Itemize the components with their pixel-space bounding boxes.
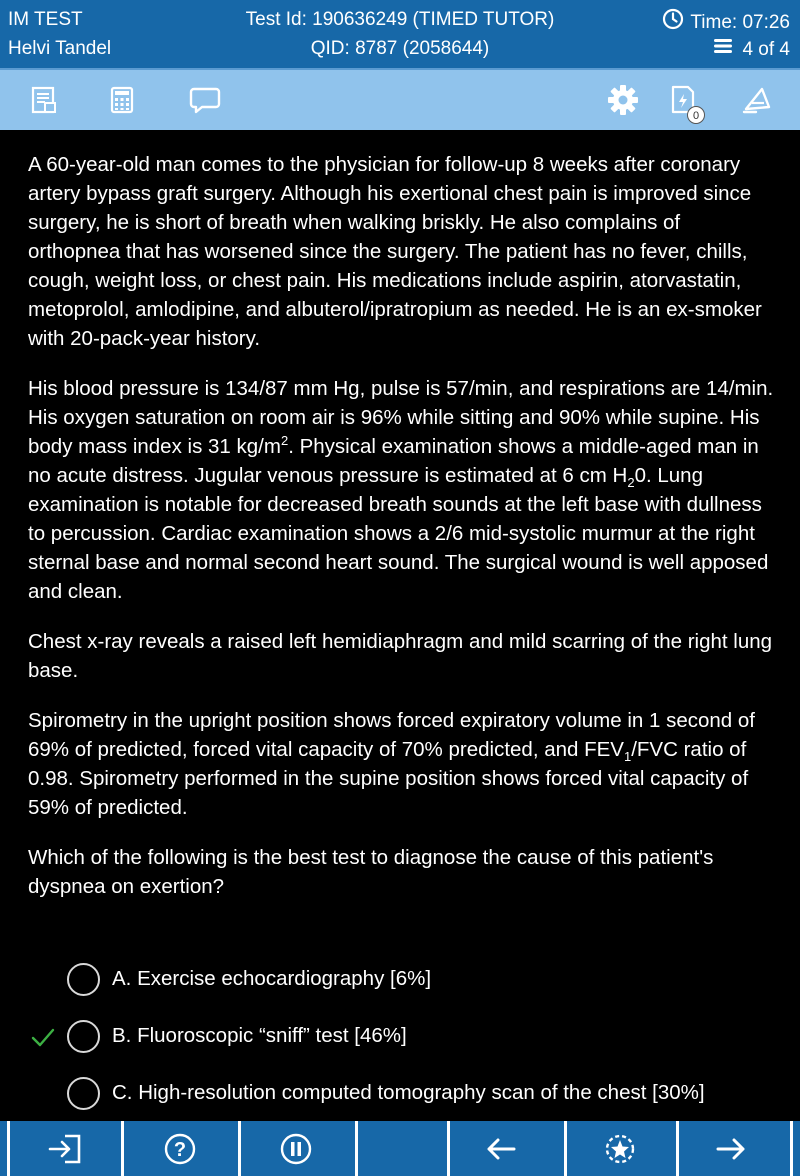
test-id: Test Id: 190636249 (TIMED TUTOR) — [245, 9, 555, 30]
radio-button[interactable] — [67, 963, 100, 996]
lab-values-icon — [29, 85, 59, 115]
question-id: QID: 8787 (2058644) — [310, 38, 490, 59]
option-label: A. Exercise echocardiography [6%] — [112, 967, 432, 990]
divider — [790, 1121, 793, 1176]
gear-icon — [606, 83, 640, 117]
navigator-button[interactable] — [600, 1131, 640, 1167]
stem-text: . Physical examination shows a middle-aged man in no acute distress. Jugular venous pressure is estimated at 6 cm H — [28, 435, 759, 487]
help-button[interactable] — [160, 1131, 200, 1167]
superscript: 2 — [280, 433, 289, 449]
chat-icon — [188, 85, 222, 115]
svg-text:?: ? — [173, 1139, 187, 1161]
divider — [447, 1121, 450, 1176]
exit-icon — [47, 1133, 83, 1165]
help-icon — [163, 1132, 197, 1166]
calculator-icon — [108, 85, 136, 115]
option-label: C. High-resolution computed tomography scan of the chest [30%] — [112, 1081, 705, 1104]
progress-text: 4 of 4 — [742, 38, 790, 60]
notes-button[interactable] — [665, 82, 701, 122]
notes-count-badge: 0 — [687, 106, 705, 124]
divider — [7, 1121, 10, 1176]
navigator-icon — [603, 1132, 637, 1166]
correct-check-icon — [30, 1024, 56, 1050]
end-block-button[interactable] — [45, 1131, 85, 1167]
divider — [676, 1121, 679, 1176]
timer — [662, 8, 790, 37]
question-progress — [712, 37, 790, 62]
arrow-right-icon — [714, 1135, 748, 1163]
stack-icon — [712, 37, 734, 62]
radio-button[interactable] — [67, 1077, 100, 1110]
pause-button[interactable] — [276, 1131, 316, 1167]
stem-text: /FVC ratio of 0.98. Spirometry performed in the supine position shows forced vital capacity of 59% of predicted. — [28, 738, 749, 819]
timer-text: Time: 07:26 — [690, 11, 790, 33]
highlight-button[interactable] — [740, 82, 776, 118]
divider — [355, 1121, 358, 1176]
bottom-navigation-bar — [0, 1121, 800, 1176]
question-stem — [28, 150, 778, 922]
pause-icon — [279, 1132, 313, 1166]
answer-option-c[interactable] — [0, 1075, 800, 1115]
stem-text: Spirometry in the upright position shows forced expiratory volume in 1 second of 69% of predicted, forced vital capacity of 70% predicted, and FEV — [28, 709, 755, 761]
divider — [564, 1121, 567, 1176]
stem-text: His blood pressure is 134/87 mm Hg, pulse is 57/min, and respirations are 14/min. His oxygen saturation on room air is 96% while sitting and 90% while supine. His body mass index is 31 kg/m — [28, 377, 774, 458]
marker-icon — [742, 85, 774, 115]
user-name: Helvi Tandel — [8, 38, 112, 59]
settings-button[interactable] — [605, 82, 641, 118]
stem-paragraph-1: A 60-year-old man comes to the physician for follow-up 8 weeks after coronary artery bypass graft surgery. Although his exertional chest pain is improved since surgery, he is short of breath when walking briskly. He also complains of orthopnea that has worsened since the surgery. The patient has no fever, chills, cough, weight loss, or chest pain. His medications include aspirin, atorvastatin, metoprolol, amlodipine, and albuterol/ipratropium as needed. He is an ex-smoker with 20-pack-year history. — [28, 153, 762, 350]
subscript: 1 — [623, 749, 632, 765]
calculator-button[interactable] — [104, 82, 140, 118]
subscript: 2 — [627, 475, 635, 491]
divider — [121, 1121, 124, 1176]
test-name: IM TEST — [8, 9, 83, 30]
lab-values-button[interactable] — [26, 82, 62, 118]
feedback-button[interactable] — [187, 82, 223, 118]
stem-paragraph-2 — [28, 374, 778, 606]
next-button[interactable] — [711, 1131, 751, 1167]
answer-option-a[interactable] — [0, 961, 800, 1001]
option-label: B. Fluoroscopic “sniff” test [46%] — [112, 1024, 407, 1047]
clock-icon — [662, 8, 684, 37]
stem-text: 0. Lung examination is notable for decreased breath sounds at the left base with dullness to percussion. Cardiac examination shows a 2/6 mid-systolic murmur at the right sternal base and normal second heart sound. The surgical wound is well apposed and clean. — [28, 464, 769, 603]
answer-option-b[interactable] — [0, 1018, 800, 1058]
divider — [238, 1121, 241, 1176]
previous-button[interactable] — [481, 1131, 521, 1167]
header-bar — [0, 0, 800, 68]
radio-button[interactable] — [67, 1020, 100, 1053]
question-prompt: Which of the following is the best test to diagnose the cause of this patient's dyspnea on exertion? — [28, 846, 714, 898]
stem-paragraph-4 — [28, 706, 778, 822]
stem-paragraph-3: Chest x-ray reveals a raised left hemidiaphragm and mild scarring of the right lung base. — [28, 630, 773, 682]
toolbar — [0, 68, 800, 130]
arrow-left-icon — [484, 1135, 518, 1163]
